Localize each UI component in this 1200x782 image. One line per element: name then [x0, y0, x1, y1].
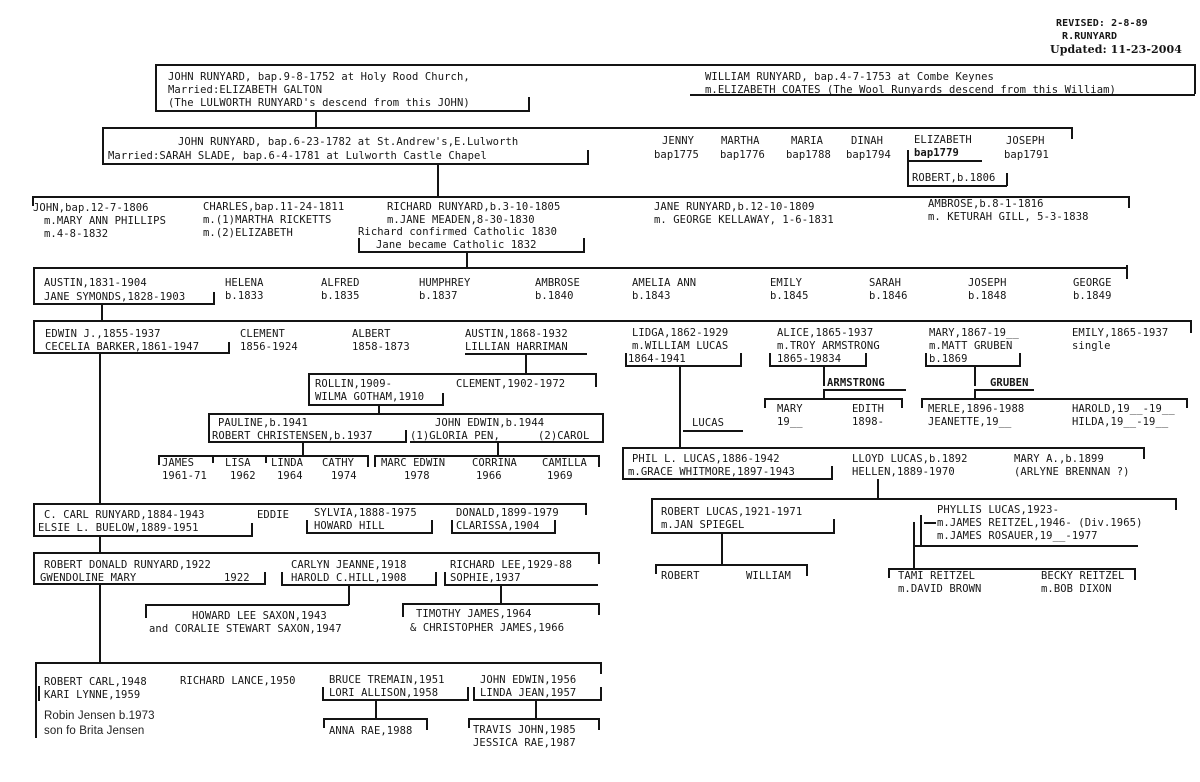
tree-connector-line — [323, 718, 427, 720]
joseph-1848: JOSEPH — [968, 277, 1007, 289]
dinah-bap: bap1794 — [846, 149, 891, 161]
tree-connector-line — [651, 498, 1176, 500]
cecelia-barker: CECELIA BARKER,1861-1947 — [45, 341, 200, 353]
george-kellaway: m. GEORGE KELLAWAY, 1-6-1831 — [654, 214, 834, 226]
maria-bap: bap1788 — [786, 149, 831, 161]
tree-connector-line — [208, 413, 603, 415]
tree-connector-line — [33, 267, 35, 305]
becky-reitzel: BECKY REITZEL — [1041, 570, 1125, 582]
david-brown: m.DAVID BROWN — [898, 583, 982, 595]
elizabeth-coates: m.ELIZABETH COATES (The Wool Runyards descend from this William) — [705, 84, 1116, 96]
tree-connector-line — [451, 532, 555, 534]
tree-connector-line — [913, 545, 1138, 547]
tree-connector-line — [528, 97, 530, 112]
tree-connector-line — [907, 160, 982, 162]
lori-allison: LORI ALLISON,1958 — [329, 687, 439, 699]
lucas-label: LUCAS — [692, 417, 725, 429]
gloria-pen: (1)GLORIA PEN, — [410, 430, 500, 442]
tree-connector-line — [99, 353, 101, 504]
hellen: HELLEN,1889-1970 — [852, 466, 955, 478]
gruben-label: GRUBEN — [990, 377, 1029, 389]
mary-armstrong-date: 19__ — [777, 416, 803, 428]
howard-lee-saxon: HOWARD LEE SAXON,1943 — [192, 610, 327, 622]
tree-connector-line — [437, 164, 439, 197]
christopher-james: & CHRISTOPHER JAMES,1966 — [410, 622, 565, 634]
jane-meaden: m.JANE MEADEN,8-30-1830 — [387, 214, 535, 226]
tree-connector-line — [598, 603, 600, 615]
tree-connector-line — [683, 430, 743, 432]
tami-reitzel: TAMI REITZEL — [898, 570, 976, 582]
tree-connector-line — [651, 532, 834, 534]
james-reitzel: m.JAMES REITZEL,1946- (Div.1965) — [937, 517, 1143, 529]
tree-connector-line — [769, 353, 771, 367]
tree-connector-line — [33, 503, 35, 537]
william-runyard-1753: WILLIAM RUNYARD, bap.4-7-1753 at Combe Keynes — [705, 71, 994, 83]
john-marriage-date: m.4-8-1832 — [44, 228, 109, 240]
bob-dixon: m.BOB DIXON — [1041, 583, 1112, 595]
tree-connector-line — [655, 564, 807, 566]
tree-connector-line — [622, 447, 624, 480]
tree-connector-line — [33, 535, 252, 537]
tree-connector-line — [823, 366, 825, 386]
tree-connector-line — [831, 466, 833, 480]
tree-connector-line — [865, 353, 867, 367]
tree-connector-line — [35, 662, 37, 738]
tree-connector-line — [374, 455, 376, 467]
tree-connector-line — [920, 515, 922, 547]
revised-date: REVISED: 2-8-89 — [1056, 18, 1148, 29]
tree-connector-line — [228, 342, 230, 354]
tree-connector-line — [764, 398, 902, 400]
tree-connector-line — [431, 520, 433, 534]
emily-1845: EMILY — [770, 277, 803, 289]
gen2-bracket — [102, 127, 1072, 129]
travis-john: TRAVIS JOHN,1985 — [473, 724, 576, 736]
carl-runyard: C. CARL RUNYARD,1884-1943 — [44, 509, 205, 521]
lisa-date: 1962 — [230, 470, 256, 482]
updated-date: Updated: 11-23-2004 — [1050, 43, 1183, 56]
joseph-1848-b: b.1848 — [968, 290, 1007, 302]
tree-connector-line — [264, 572, 266, 585]
tree-connector-line — [907, 150, 909, 186]
william-lucas-dates: 1864-1941 — [628, 353, 686, 365]
donald-1899: DONALD,1899-1979 — [456, 507, 559, 519]
tree-connector-line — [348, 585, 350, 605]
albert-1858: ALBERT — [352, 328, 391, 340]
edwin-j-1855: EDWIN J.,1855-1937 — [45, 328, 161, 340]
tree-connector-line — [322, 699, 468, 701]
hilda-gruben: HILDA,19__-19__ — [1072, 416, 1169, 428]
harold-gruben: HAROLD,19__-19__ — [1072, 403, 1175, 415]
tree-connector-line — [924, 522, 936, 524]
cathy-1974: CATHY — [322, 457, 355, 469]
robert-christensen: ROBERT CHRISTENSEN,b.1937 — [212, 430, 373, 442]
martha: MARTHA — [721, 135, 760, 147]
marc-edwin-date: 1978 — [404, 470, 430, 482]
joseph-1791: JOSEPH — [1006, 135, 1045, 147]
helena: HELENA — [225, 277, 264, 289]
tree-connector-line — [302, 442, 304, 456]
tree-connector-line — [444, 584, 598, 586]
tree-connector-line — [323, 718, 325, 728]
alfred: ALFRED — [321, 277, 360, 289]
marc-edwin: MARC EDWIN — [381, 457, 446, 469]
tree-connector-line — [468, 718, 470, 728]
tree-connector-line — [38, 686, 40, 701]
tree-connector-line — [600, 662, 602, 674]
tree-connector-line — [585, 503, 587, 515]
tree-connector-line — [99, 536, 101, 553]
sylvia-1888: SYLVIA,1888-1975 — [314, 507, 417, 519]
tree-connector-line — [158, 455, 160, 465]
tree-connector-line — [367, 455, 369, 467]
tree-connector-line — [500, 585, 502, 604]
tree-connector-line — [769, 365, 866, 367]
tree-connector-line — [651, 498, 653, 534]
mary-1867: MARY,1867-19__ — [929, 327, 1019, 339]
sarah-slade: Married:SARAH SLADE, bap.6-4-1781 at Lulworth Castle Chapel — [108, 150, 487, 162]
tree-connector-line — [101, 304, 103, 321]
tree-connector-line — [1186, 398, 1188, 408]
tree-connector-line — [622, 447, 1144, 449]
arlyne-brennan: (ARLYNE BRENNAN ?) — [1014, 466, 1130, 478]
tree-connector-line — [679, 366, 681, 448]
tree-connector-line — [33, 320, 35, 354]
tree-connector-line — [764, 398, 766, 408]
tree-connector-line — [467, 687, 469, 701]
sophie: SOPHIE,1937 — [450, 572, 521, 584]
alfred-b: b.1835 — [321, 290, 360, 302]
jeanette: JEANETTE,19__ — [928, 416, 1012, 428]
tree-connector-line — [525, 354, 527, 374]
tree-connector-line — [925, 353, 927, 367]
william-lucas: m.WILLIAM LUCAS — [632, 340, 729, 352]
jenny-bap: bap1775 — [654, 149, 699, 161]
tree-connector-line — [823, 389, 906, 391]
tree-connector-line — [375, 700, 377, 719]
tree-connector-line — [974, 389, 976, 399]
tree-connector-line — [473, 699, 601, 701]
tree-connector-line — [655, 564, 657, 574]
tree-connector-line — [466, 252, 468, 268]
tree-connector-line — [212, 455, 214, 463]
albert-dates: 1858-1873 — [352, 341, 410, 353]
mary-a-lucas: MARY A.,b.1899 — [1014, 453, 1104, 465]
helena-b: b.1833 — [225, 290, 264, 302]
tree-connector-line — [99, 585, 101, 663]
john-runyard-1782: JOHN RUNYARD, bap.6-23-1782 at St.Andrew's,E.Lulworth — [178, 136, 519, 148]
john-runyard-1752: JOHN RUNYARD, bap.9-8-1752 at Holy Rood Church, — [168, 71, 470, 83]
tree-connector-line — [602, 413, 604, 443]
tree-connector-line — [442, 393, 444, 406]
robert-carl: ROBERT CARL,1948 — [44, 676, 147, 688]
tree-connector-line — [435, 572, 437, 586]
jan-spiegel: m.JAN SPIEGEL — [661, 519, 745, 531]
tree-connector-line — [974, 389, 1034, 391]
tree-connector-line — [306, 520, 308, 534]
austin-1868: AUSTIN,1868-1932 — [465, 328, 568, 340]
anna-rae: ANNA RAE,1988 — [329, 725, 413, 737]
james-dates: 1961-71 — [162, 470, 207, 482]
mary-armstrong: MARY — [777, 403, 803, 415]
tree-connector-line — [921, 398, 1187, 400]
tree-connector-line — [535, 700, 537, 719]
kari-lynne: KARI LYNNE,1959 — [44, 689, 141, 701]
tree-connector-line — [888, 568, 890, 578]
tree-connector-line — [468, 718, 599, 720]
tree-connector-line — [1128, 196, 1130, 208]
bruce-tremain: BRUCE TREMAIN,1951 — [329, 674, 445, 686]
tree-connector-line — [405, 430, 407, 443]
austin-1831: AUSTIN,1831-1904 — [44, 277, 147, 289]
tree-connector-line — [155, 110, 529, 112]
rollin-1909: ROLLIN,1909- — [315, 378, 393, 390]
tree-connector-line — [444, 572, 446, 586]
tree-connector-line — [823, 389, 825, 399]
lulworth-note: (The LULWORTH RUNYARD's descend from this JOHN) — [168, 97, 470, 109]
tree-connector-line — [145, 604, 147, 618]
tree-connector-line — [322, 687, 324, 701]
tree-connector-line — [1134, 568, 1136, 580]
tree-connector-line — [598, 455, 600, 467]
gen4-bracket — [33, 267, 1127, 269]
tree-connector-line — [426, 718, 428, 730]
sarah: SARAH — [869, 277, 902, 289]
tree-connector-line — [1071, 127, 1073, 139]
tree-connector-line — [925, 365, 1020, 367]
tree-connector-line — [315, 111, 317, 128]
tree-connector-line — [587, 150, 589, 165]
tree-connector-line — [402, 603, 599, 605]
jane-symonds: JANE SYMONDS,1828-1903 — [44, 291, 186, 303]
maria: MARIA — [791, 135, 824, 147]
clarissa: CLARISSA,1904 — [456, 520, 540, 532]
edith-armstrong: EDITH — [852, 403, 885, 415]
ambrose-1840-b: b.1840 — [535, 290, 574, 302]
robin-jensen: Robin Jensen b.1973 — [44, 710, 155, 722]
james-rosauer: m.JAMES ROSAUER,19__-1977 — [937, 530, 1098, 542]
gen1-bracket — [155, 64, 1195, 66]
martha-bap: bap1776 — [720, 149, 765, 161]
merle: MERLE,1896-1988 — [928, 403, 1025, 415]
carlyn-jeanne: CARLYN JEANNE,1918 — [291, 559, 407, 571]
humphrey: HUMPHREY — [419, 277, 471, 289]
charles-elizabeth: m.(2)ELIZABETH — [203, 227, 293, 239]
matt-gruben: m.MATT GRUBEN — [929, 340, 1013, 352]
gwendoline-year: 1922 — [224, 572, 250, 584]
robert-lucas: ROBERT LUCAS,1921-1971 — [661, 506, 803, 518]
brita-jensen-note: son fo Brita Jensen — [44, 725, 145, 737]
lisa-1962: LISA — [225, 457, 251, 469]
elsie-buelow: ELSIE L. BUELOW,1889-1951 — [38, 522, 199, 534]
tree-connector-line — [358, 251, 584, 253]
emily-single: single — [1072, 340, 1111, 352]
tree-connector-line — [600, 687, 602, 701]
robert-donald-runyard: ROBERT DONALD RUNYARD,1922 — [44, 559, 211, 571]
lillian-harriman: LILLIAN HARRIMAN — [465, 341, 568, 353]
tree-connector-line — [913, 522, 915, 569]
tree-connector-line — [473, 687, 475, 701]
tree-connector-line — [102, 163, 588, 165]
richard-catholic-note: Richard confirmed Catholic 1830 — [358, 226, 558, 238]
amelia-ann-b: b.1843 — [632, 290, 671, 302]
clement-1856: CLEMENT — [240, 328, 285, 340]
elizabeth-galton: Married:ELIZABETH GALTON — [168, 84, 323, 96]
tree-connector-line — [598, 552, 600, 564]
amelia-ann: AMELIA ANN — [632, 277, 697, 289]
tree-connector-line — [265, 455, 267, 463]
robert-lucas-son: ROBERT — [661, 570, 700, 582]
tree-connector-line — [833, 519, 835, 534]
ambrose-1816: AMBROSE,b.8-1-1816 — [928, 198, 1044, 210]
tree-connector-line — [1006, 173, 1008, 186]
alice-1865: ALICE,1865-1937 — [777, 327, 874, 339]
william-lucas-son: WILLIAM — [746, 570, 791, 582]
tree-connector-line — [451, 520, 453, 534]
tree-connector-line — [1194, 64, 1196, 94]
tree-connector-line — [358, 238, 360, 253]
ambrose-1840: AMBROSE — [535, 277, 580, 289]
corrina: CORRINA — [472, 457, 517, 469]
tree-connector-line — [921, 398, 923, 408]
tree-connector-line — [901, 398, 903, 408]
edith-armstrong-date: 1898- — [852, 416, 885, 428]
tree-connector-line — [1190, 320, 1192, 333]
tree-connector-line — [740, 353, 742, 367]
emily-1865: EMILY,1865-1937 — [1072, 327, 1169, 339]
jenny: JENNY — [662, 135, 695, 147]
elizabeth-1779: ELIZABETH — [914, 134, 972, 146]
john-1806: JOHN,bap.12-7-1806 — [33, 202, 149, 214]
george: GEORGE — [1073, 277, 1112, 289]
author-name: R.RUNYARD — [1062, 31, 1118, 42]
troy-armstrong-dates: 1865-19834 — [777, 353, 842, 365]
tree-connector-line — [306, 532, 432, 534]
tree-connector-line — [213, 292, 215, 305]
keturah-gill: m. KETURAH GILL, 5-3-1838 — [928, 211, 1089, 223]
tree-connector-line — [308, 373, 596, 375]
tree-connector-line — [145, 604, 349, 606]
linda-date: 1964 — [277, 470, 303, 482]
tree-connector-line — [497, 442, 499, 456]
lidga-1862: LIDGA,1862-1929 — [632, 327, 729, 339]
phil-lucas: PHIL L. LUCAS,1886-1942 — [632, 453, 780, 465]
emily-1845-b: b.1845 — [770, 290, 809, 302]
tree-connector-line — [598, 718, 600, 730]
matt-gruben-born: b.1869 — [929, 353, 968, 365]
richard-runyard-1805: RICHARD RUNYARD,b.3-10-1805 — [387, 201, 561, 213]
robert-1806: ROBERT,b.1806 — [912, 172, 996, 184]
linda-1964: LINDA — [271, 457, 304, 469]
tree-connector-line — [1019, 353, 1021, 367]
richard-lee: RICHARD LEE,1929-88 — [450, 559, 573, 571]
camilla-date: 1969 — [547, 470, 573, 482]
tree-connector-line — [877, 479, 879, 499]
timothy-james: TIMOTHY JAMES,1964 — [416, 608, 532, 620]
tree-connector-line — [1175, 498, 1177, 510]
tree-connector-line — [281, 584, 436, 586]
tree-connector-line — [33, 552, 599, 554]
linda-jean: LINDA JEAN,1957 — [480, 687, 577, 699]
tree-connector-line — [974, 366, 976, 386]
tree-connector-line — [308, 404, 443, 406]
lloyd-lucas: LLOYD LUCAS,b.1892 — [852, 453, 968, 465]
elizabeth-bap: bap1779 — [914, 147, 959, 159]
tree-connector-line — [907, 185, 1007, 187]
troy-armstrong: m.TROY ARMSTRONG — [777, 340, 880, 352]
tree-connector-line — [281, 572, 283, 586]
gen5-bracket — [33, 320, 1191, 322]
humphrey-b: b.1837 — [419, 290, 458, 302]
jane-catholic-note: Jane became Catholic 1832 — [376, 239, 537, 251]
tree-connector-line — [35, 662, 601, 664]
gwendoline-mary: GWENDOLINE MARY — [40, 572, 137, 584]
tree-connector-line — [583, 238, 585, 253]
jessica-rae: JESSICA RAE,1987 — [473, 737, 576, 749]
phyllis-lucas: PHYLLIS LUCAS,1923- — [937, 504, 1060, 516]
sarah-b: b.1846 — [869, 290, 908, 302]
tree-connector-line — [625, 365, 741, 367]
joseph-bap: bap1791 — [1004, 149, 1049, 161]
tree-connector-line — [208, 413, 210, 443]
tree-connector-line — [1143, 447, 1145, 459]
richard-lance: RICHARD LANCE,1950 — [180, 675, 296, 687]
tree-connector-line — [1126, 265, 1128, 279]
tree-connector-line — [155, 64, 157, 112]
james-1961: JAMES — [162, 457, 195, 469]
tree-connector-line — [595, 373, 597, 387]
charles-1811: CHARLES,bap.11-24-1811 — [203, 201, 345, 213]
tree-connector-line — [33, 552, 35, 585]
tree-connector-line — [402, 603, 404, 617]
armstrong-label: ARMSTRONG — [827, 377, 885, 389]
tree-connector-line — [33, 503, 586, 505]
clement-dates: 1856-1924 — [240, 341, 298, 353]
cathy-date: 1974 — [331, 470, 357, 482]
tree-connector-line — [251, 523, 253, 537]
tree-connector-line — [806, 564, 808, 576]
tree-connector-line — [308, 373, 310, 406]
pauline-1941: PAULINE,b.1941 — [218, 417, 308, 429]
jane-runyard-1809: JANE RUNYARD,b.12-10-1809 — [654, 201, 815, 213]
wilma-gotham: WILMA GOTHAM,1910 — [315, 391, 425, 403]
clement-1902: CLEMENT,1902-1972 — [456, 378, 566, 390]
dinah: DINAH — [851, 135, 884, 147]
john-edwin-1956: JOHN EDWIN,1956 — [480, 674, 577, 686]
howard-hill: HOWARD HILL — [314, 520, 385, 532]
tree-connector-line — [721, 533, 723, 565]
mary-ann-phillips: m.MARY ANN PHILLIPS — [44, 215, 167, 227]
tree-connector-line — [554, 520, 556, 534]
carol: (2)CAROL — [538, 430, 590, 442]
george-b: b.1849 — [1073, 290, 1112, 302]
john-edwin-1944: JOHN EDWIN,b.1944 — [435, 417, 545, 429]
corrina-date: 1966 — [476, 470, 502, 482]
coralie-stewart-saxon: and CORALIE STEWART SAXON,1947 — [149, 623, 342, 635]
camilla: CAMILLA — [542, 457, 587, 469]
grace-whitmore: m.GRACE WHITMORE,1897-1943 — [628, 466, 795, 478]
tree-connector-line — [625, 353, 627, 367]
tree-connector-line — [102, 127, 104, 165]
martha-ricketts: m.(1)MARTHA RICKETTS — [203, 214, 332, 226]
eddie: EDDIE — [257, 509, 290, 521]
harold-c-hill: HAROLD C.HILL,1908 — [291, 572, 407, 584]
